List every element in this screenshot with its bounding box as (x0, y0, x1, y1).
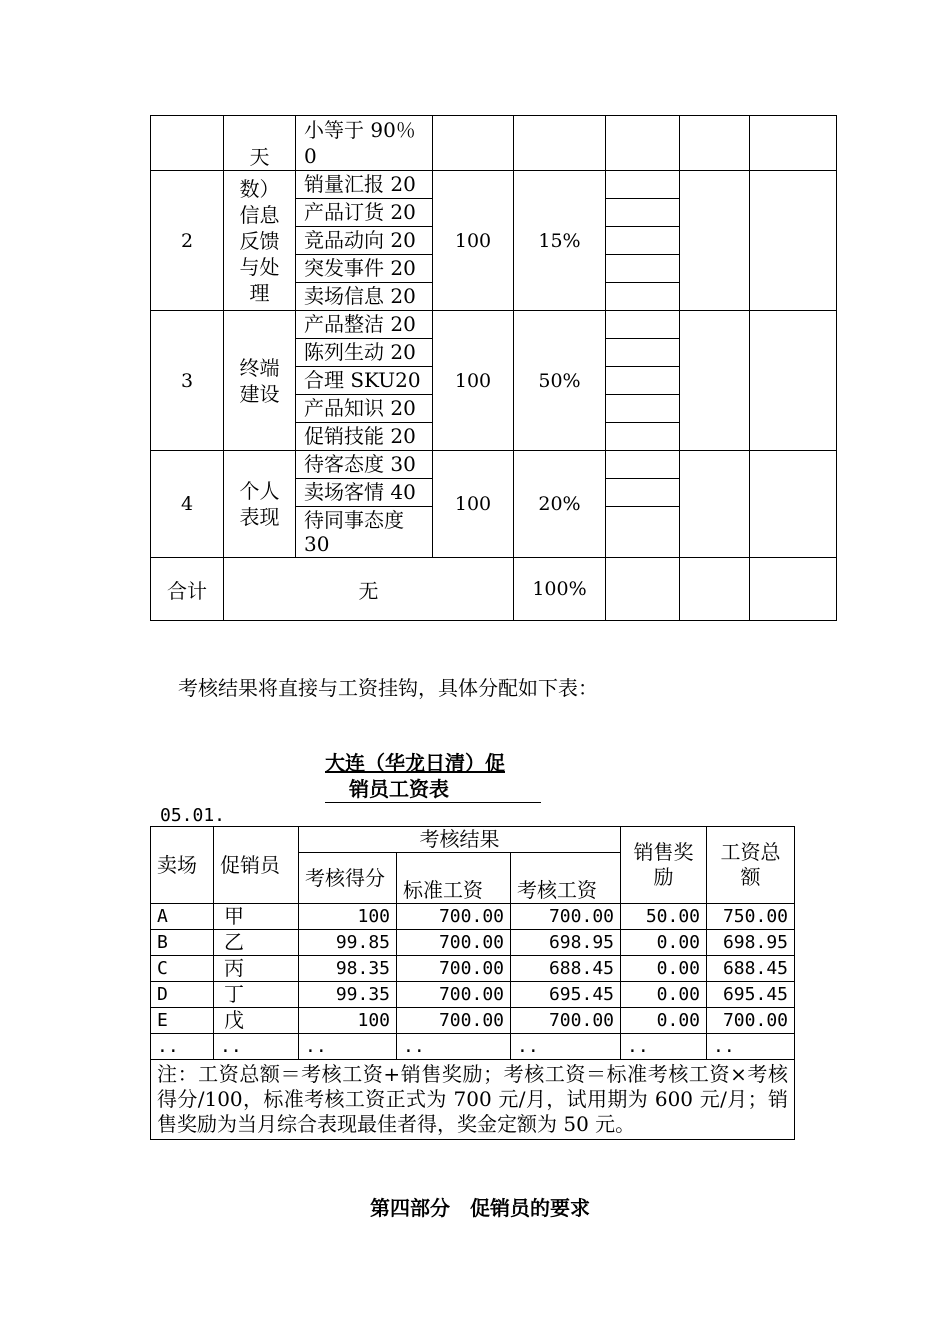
weight: 15% (514, 171, 606, 311)
total-row (151, 558, 837, 621)
item-cell: 小等于 90％ 0 (296, 116, 433, 171)
item-cell: 产品整洁 20 (296, 311, 433, 339)
note-row (151, 1060, 795, 1140)
table-row (151, 311, 837, 339)
header-row (151, 827, 795, 853)
row-number: 2 (151, 171, 224, 311)
date-label: 05.01. (160, 805, 226, 826)
full-score: 100 (433, 311, 514, 451)
item-cell: 待客态度 30 (296, 451, 433, 479)
item-cell: 销量汇报 20 (296, 171, 433, 199)
row-number: 3 (151, 311, 224, 451)
item-cell: 竞品动向 20 (296, 227, 433, 255)
category-cell: 天 (249, 145, 270, 169)
salary-note: 注：工资总额＝考核工资+销售奖励；考核工资＝标准考核工资×考核得分/100，标准考核工资正式为 700 元/月，试用期为 600 元/月；销售奖励为当月综合表现最佳者得，奖金定额为 50 元。 (151, 1060, 795, 1140)
item-cell: 待同事态度 30 (296, 507, 433, 558)
item-cell: 促销技能 20 (296, 423, 433, 451)
header-std-wage: 标准工资 (397, 853, 511, 904)
section-heading: 第四部分 促销员的要求 (370, 1196, 590, 1220)
weight: 20% (514, 451, 606, 558)
item-cell: 陈列生动 20 (296, 339, 433, 367)
header-promoter: 促销员 (214, 827, 299, 904)
category-cell: 数） 信息 反馈 与处 理 (224, 171, 296, 311)
item-cell: 突发事件 20 (296, 255, 433, 283)
header-bonus: 销售奖励 (621, 827, 707, 904)
category-cell: 个人 表现 (224, 451, 296, 558)
weight: 50% (514, 311, 606, 451)
category-cell: 终端 建设 (224, 311, 296, 451)
table-row: B 乙 99.85 700.00 698.95 0.00 698.95 (151, 930, 795, 956)
assessment-table (150, 115, 837, 621)
header-eval-wage: 考核工资 (511, 853, 621, 904)
item-cell: 卖场信息 20 (296, 283, 433, 311)
full-score: 100 (433, 171, 514, 311)
item-cell: 产品订货 20 (296, 199, 433, 227)
header-result: 考核结果 (299, 827, 621, 853)
table-row (151, 171, 837, 199)
total-weight: 100% (514, 558, 606, 621)
item-cell: 合理 SKU20 (296, 367, 433, 395)
total-desc: 无 (224, 558, 514, 621)
total-label: 合计 (151, 558, 224, 621)
table-row (151, 116, 837, 171)
salary-table (150, 826, 795, 1140)
header-store: 卖场 (151, 827, 214, 904)
table-row: A 甲 100 700.00 700.00 50.00 750.00 (151, 904, 795, 930)
table-row: .. .. .. .. .. .. .. (151, 1034, 795, 1060)
item-cell: 产品知识 20 (296, 395, 433, 423)
item-cell: 卖场客情 40 (296, 479, 433, 507)
full-score: 100 (433, 451, 514, 558)
table-row (151, 451, 837, 479)
header-score: 考核得分 (299, 853, 397, 904)
salary-table-title: 大连（华龙日清）促 销员工资表 (325, 750, 541, 803)
header-total: 工资总额 (707, 827, 795, 904)
table-row: E 戊 100 700.00 700.00 0.00 700.00 (151, 1008, 795, 1034)
body-paragraph: 考核结果将直接与工资挂钩，具体分配如下表： (178, 676, 598, 700)
table-row: C 丙 98.35 700.00 688.45 0.00 688.45 (151, 956, 795, 982)
table-row: D 丁 99.35 700.00 695.45 0.00 695.45 (151, 982, 795, 1008)
row-number: 4 (151, 451, 224, 558)
